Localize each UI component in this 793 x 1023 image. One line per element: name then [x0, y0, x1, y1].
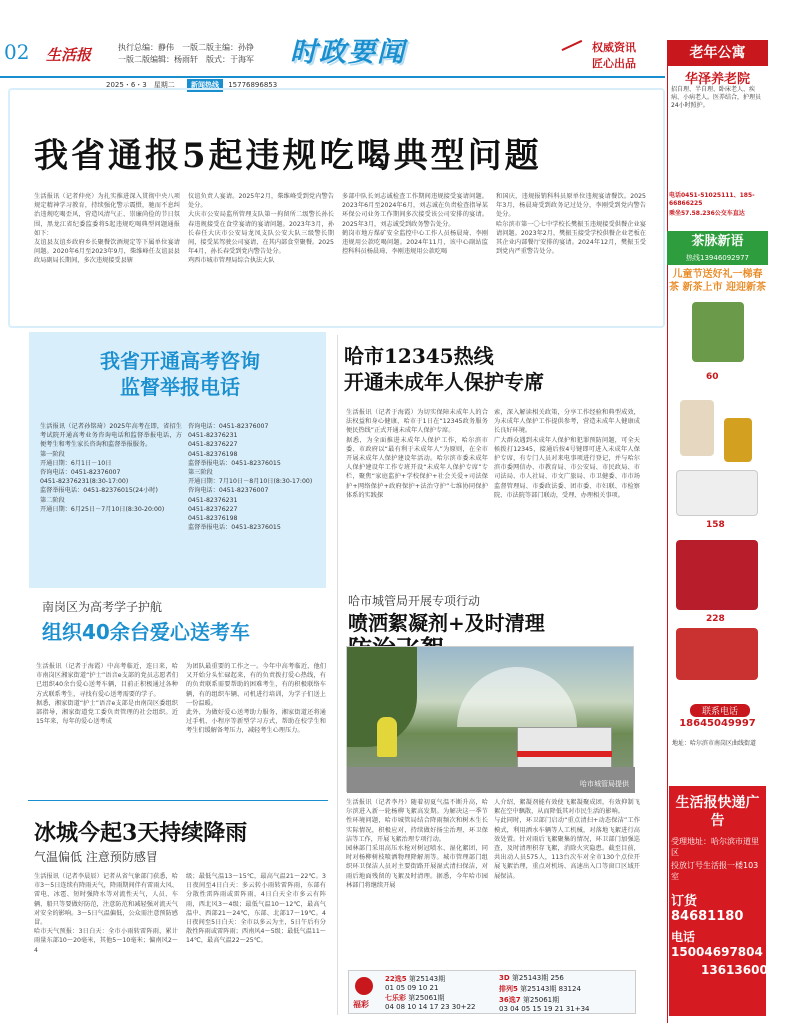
slogan-arrow-icon: [561, 40, 586, 60]
photo-caption: 哈市城管局提供: [580, 780, 629, 788]
slogan: [592, 40, 636, 72]
tea-ad-header: 茶脉新语: [667, 231, 768, 253]
credit-line: 执行总编：静伟 一版二版主编：孙铮: [118, 43, 254, 52]
youth-col-1: 生活报讯（记者于海霞）为切实保障未成年人的合法权益和身心健康，哈市于1日在“12345政务服务便民热线”正式开通未成年人保护专席。 据悉，为全面推进未成年人保护工作，哈尔滨市委、市政府以“最有利于未成年人”为原则，在全市开展未成年人保护建设年活动。哈尔滨市委未成年人保护建设年工作专班开设“未成年人保护专席”专栏，聚焦“家庭监护+学校保护+社会关爱+司法保护+网络保护+政府保护+法治守护”七维协同保护体系的实践探: [346, 409, 488, 499]
truck-stripe: [517, 751, 612, 757]
elder-ad-header: 老年公寓: [667, 40, 768, 66]
weather-title: 冰城今起3天持续降雨: [34, 820, 248, 846]
page-number: 02: [4, 40, 30, 64]
tea-can-image: [724, 418, 752, 462]
gaokao-title-line: 我省开通高考咨询: [100, 349, 260, 373]
lead-col-2: 仪谊负责人宴请。2025年2月，柴维峰受到党内警告处分。 大庆市公安局监所管理支队第一拘留所二级警长孙长春违规接受在食堂宴请的宴请问题。2023年3月，孙长春任大庆市公安局龙凤支队公安大队三级警长期间，接受某驾驶公司宴请，在其内部食堂聚餐。2025年4月，孙长春受到党内警告处分。 鸡西市城市管理局综合执法大队: [188, 193, 334, 265]
classified-ad-line: 投放订号生活报一楼103室: [671, 861, 759, 881]
classified-ad-line: 电话 15004697804: [671, 930, 763, 959]
gaokao-title: [50, 348, 310, 400]
feixu-col-1: 生活报讯（记者李丹）随着初夏气温不断升高，哈尔滨进入新一轮杨柳飞絮高发期。为解决这一季节性环境问题，哈市城管局结合降雨频次和树木生长实际情况，积极应对，持续做好扬尘治理、环卫保洁等工作，开展飞絮治理专项行动。 园林部门采用高压水枪对树冠喷水、湿化絮团，同时对杨柳树枝喷洒物理降解剂等。城市管理部门组织环卫保洁人员对主要街路开展湿式清扫保洁，对雨后地面残留的飞絮及时清理。据悉，今年哈市园林部门将继续开展: [346, 799, 488, 889]
tea-gift-image: [680, 400, 714, 456]
spray-truck-photo: [346, 646, 634, 792]
lottery-period: 第25143期: [408, 975, 446, 983]
lottery-period: 第25143期: [520, 985, 557, 993]
lottery-numbers: 83124: [558, 985, 581, 993]
lottery-row: [499, 995, 589, 1013]
section-divider: [28, 800, 328, 801]
classified-ad: [669, 786, 793, 1016]
news-ad-phone: 18645049997: [679, 718, 756, 729]
classified-ad-line: 受理地址：哈尔滨市道里区: [671, 837, 759, 857]
lottery-period: 第25061期: [408, 994, 445, 1002]
lead-col-1: 生活报讯（记者仲亮）为扎实推进深入贯彻中央八项规定精神学习教育，持续强化警示震慑，驰而不息纠治违规吃喝歪风，营造风清气正、崇廉尚俭的节日氛围，黑龙江省纪委监委将5起违规吃喝典型问题通报如下： 友谊县友谊乡政府乡长聚餐饮酒规定等下属单位宴请问题。2020年6月至2023年9月，柴维峰任友谊县县政局副局长期间，多次违规接受县辖: [34, 193, 180, 265]
youth-title-line: 开通未成年人保护专席: [344, 370, 544, 394]
lottery-game: 七乐彩: [385, 994, 406, 1002]
elder-ad-desc: 招自理、半自理、卧床老人、疾病、小病老人。医养结合，护理员24小时照护。: [671, 86, 762, 109]
tea-price: 158: [706, 520, 725, 530]
lottery-numbers: 04 08 10 14 17 23 30+22: [385, 1003, 476, 1011]
credit-line: 一版二版编辑：杨雨轩 版式：于海军: [118, 55, 254, 64]
gaokao-col-2: 咨询电话：0451-82376007 0451-82376231 0451-82376227 0451-82376198 监督举报电话：0451-82376015 第三阶段 开通日期：7月10日－8月10日(8:30-17:00) 咨询电话：0451-82376007 0451-82376231 0451-82376227 0451-82376198 监督举报电话：0451-82376015: [188, 423, 313, 532]
slogan-line: 匠心出品: [592, 57, 636, 70]
elder-ad-phone: 电话0451-51025111、185-66866225: [669, 192, 755, 207]
lead-col-3: 多部中队长刘志诚检查工作期间违规接受宴请问题。2023年6月至2024年6月，刘志诚在负责检查指导某环保公司业务工作期间多次接受该公司安排的宴请。2025年3月，刘志诚受到政务警告处分。 鹤岗市地方煤矿安全监控中心工作人员杨晨琦、李刚违规用公款吃喝问题。2024年11月，该中心副站监控科科员杨晨琦、李刚违规用公款吃喝: [342, 193, 488, 256]
lottery-numbers: 01 05 09 10 21: [385, 984, 439, 992]
worker-figure: [377, 717, 397, 757]
classified-ad-line: 订货 84681180: [671, 894, 744, 924]
lead-col-4: 和国庆，违规报销科科员原单位违规宴请餐饮。2025年3月，杨晨琦受到政务记过处分，李刚受到党内警告处分。 哈尔滨市第一〇七中学校长樊振玉违规接受供餐企业宴请问题。2023年2月，樊振玉接受学校供餐企业老板在其企业内部餐厅安排的宴请。2024年12月，樊振玉受到党内严重警告处分。: [496, 193, 646, 256]
aixin-kicker: 南岗区为高考学子护航: [42, 600, 163, 614]
vertical-divider: [337, 335, 338, 1015]
lottery-numbers: 256: [550, 974, 564, 982]
tea-ad-phone: 热线13946092977: [667, 253, 768, 265]
news-ad-address: 地址：哈尔滨市南岗区曲线街道: [672, 740, 757, 747]
lottery-game: 排列5: [499, 985, 518, 993]
top-rule: [0, 76, 665, 78]
weather-kicker: 气温偏低 注意预防感冒: [34, 850, 158, 864]
lottery-game: 3D: [499, 974, 510, 982]
weather-col-1: 生活报讯（记者李晨辰）记者从省气象部门获悉，哈市3～5日连续有降雨天气，降雨期间伴有雷雨大风、雷电、冰雹、短时强降水等对流性天气，人员、车辆、船只等要做好防范，注意防范和减轻强对流天气对安全的影响。3～5日气温偏低，公众需注意预防感冒。 哈市天气预报：3日白天：全市小雨转雷阵雨，累计雨量东部10～20毫米，其他5～10毫米；偏南风2～4: [34, 873, 178, 954]
classified-ad-line: 13613600156: [701, 963, 793, 977]
tea-white-box-image: [676, 470, 758, 516]
section-title: 时政要闻: [290, 37, 406, 68]
lottery-numbers: 03 04 05 15 19 21 31+34: [499, 1005, 590, 1013]
classified-ad-title: 生活报快递广告: [675, 795, 760, 829]
tea-price: 228: [706, 614, 725, 624]
hotline-label: 新闻热线: [187, 79, 223, 92]
lottery-period: 第25143期: [511, 974, 549, 982]
elder-ad-address: 乘坐57.58.236公交车直达: [669, 210, 745, 217]
lottery-row: [499, 973, 564, 983]
truck-shape: [517, 727, 612, 772]
lottery-game: 22选5: [385, 975, 407, 983]
issue-date: 2025・6・3 星期二: [106, 81, 175, 89]
tea-red-box-image: [676, 540, 758, 610]
lottery-logo-icon: [355, 977, 373, 995]
youth-title: [344, 343, 644, 395]
news-ad-label: 联系电话: [690, 704, 750, 717]
feixu-col-2: 人介绍，絮凝剂能有效使飞絮凝聚成团，有效抑制飞絮在空中飘散，从而降低其对市民生活的影响。 与此同时，环卫部门启动“重点清扫+动态保洁”工作模式，利用洒水车辆等人工机械，对落地飞絮进行高效处置。针对雨后飞絮聚集的情况，环卫部门加强巡查，及时清理积存飞絮，消除火灾隐患。截至目前，共出动人员575人，113台次车对全市130个点位开展飞絮治理，重点对机场、高速出入口等窗口区域开展保洁。: [494, 799, 640, 880]
lottery-row: [385, 993, 475, 1011]
aixin-title: 组织40余台爱心送考车: [42, 620, 250, 644]
lottery-game: 36选7: [499, 996, 521, 1004]
water-spray: [457, 667, 577, 727]
youth-title-line: 哈市12345热线: [344, 344, 494, 368]
aixin-col-1: 生活报讯（记者于海霞）中高考临近，连日来，哈市南岗区湘家街道“护士”语音e支部的党员志愿者们已组织40余台爱心送考车辆，目前正积极通过各种方式联系考生，寻找有爱心送考需要的学子。 据悉，湘家街道“护士”语音e支部是由南岗区委组织部指导，湘家街道党工委负责管理的社会组织。近15年来，每年的爱心送考成: [36, 663, 178, 726]
lottery-row: [499, 984, 581, 994]
weather-col-2: 级；最低气温13～15℃，最高气温21～22℃。3日夜间至4日白天：多云转小雨转雷阵雨，东部有分散性雷阵雨或雷阵雨，4日白天全市多云有阵雨，西北风3～4级；最低气温10～12℃，最高气温中、西部21～24℃，东部、北部17～19℃。4日夜间至5日白天：全市以多云为主，5日午后有分散性阵雨或雷阵雨；西南风4～5级；最低气温11～14℃，最高气温22～25℃。: [186, 873, 326, 945]
editor-credits: [118, 42, 278, 66]
youth-col-2: 索，深入解读相关政策，分享工作经验和典型成效，为未成年人保护工作提供参考，营造未成年人健康成长良好环境。 广大群众遇到未成年人保护和犯罪预防问题，可全天候拨打12345，接通后按4号键即可进入未成年人保护专席，有专门人员对来电事项进行登记，并与哈尔滨市委网信办、市教育局、市公安局、市民政局、市司法局、市人社局、市文广旅局、市卫健委、市市场监督管理局、市委政法委、团市委、市妇联、市检察院、市法院等部门联动，受理、办理相关事项。: [494, 409, 640, 499]
aixin-col-2: 为团队最重要的工作之一。今年中高考临近，他们又开始分头忙碌起来，有的负责拨打爱心热线，有的负责联系需要帮助的困难考生，有的积极联络车辆，有的组织车辆、司机进行培训，为学子们送上一份温暖。 此外，为做好爱心送考助力服务，湘家街道还将通过手机、小程序等新型学习方式，帮助在校学生和考生们缓解备考压力，减轻考生心理压力。: [186, 663, 326, 735]
feixu-kicker: 哈市城管局开展专项行动: [348, 594, 481, 608]
lottery-period: 第25061期: [522, 996, 560, 1004]
tea-gift-set-image: [676, 628, 758, 680]
tea-ad-promo: 儿童节送好礼一梯春茶 新茶上市 迎迎新茶: [669, 269, 766, 293]
lottery-results: [348, 970, 636, 1014]
hotline-number: 15776896853: [228, 81, 278, 89]
lead-headline: 我省通报5起违规吃喝典型问题: [34, 136, 542, 176]
tea-price: 60: [706, 372, 719, 382]
gaokao-col-1: 生活报讯（记者孙铭琦）2025年高考在即，省招生考试院开通高考业务咨询电话和监督举报电话，方便考生和考生家长咨询和监督举报服务。 第一阶段 开通日期：6月1日－10日 咨询电话：0451-82376007 0451-82376231(8:30-17:00) 监督举报电话：0451-82376015(24小时) 第二阶段 开通日期：6月25日－7月10日(8:30-20:00): [40, 423, 182, 513]
lottery-label: 福彩: [353, 1000, 369, 1009]
tea-package-image: [692, 302, 744, 362]
feixu-title-line: 喷洒絮凝剂+及时清理: [348, 611, 545, 635]
newspaper-logo: 生活报: [46, 46, 92, 64]
gaokao-title-line: 监督举报电话: [120, 375, 240, 399]
elder-ad-name: 华泽养老院: [684, 72, 750, 87]
lottery-row: [385, 974, 445, 992]
slogan-line: 权威资讯: [592, 41, 636, 54]
